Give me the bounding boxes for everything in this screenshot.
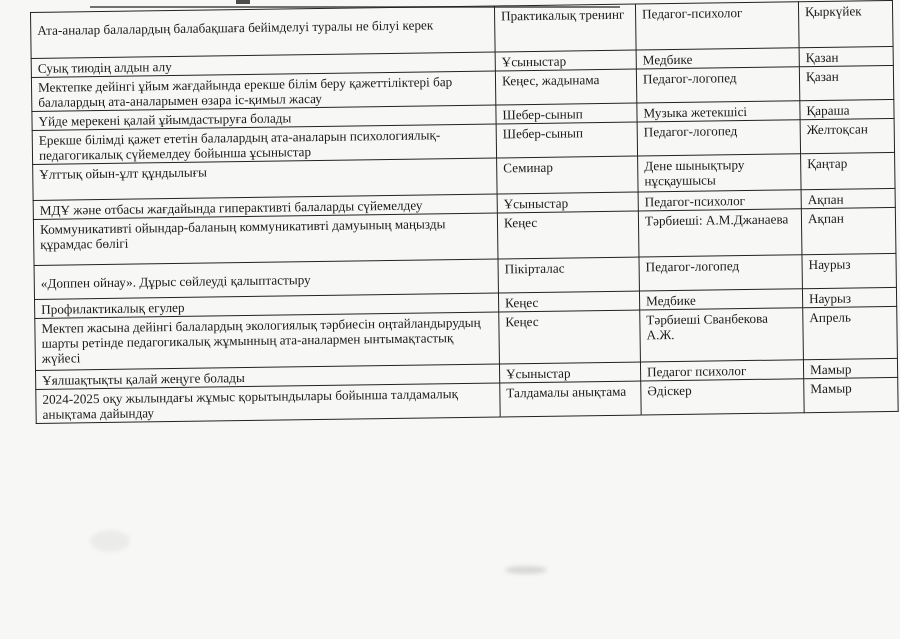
scan-smudge [90,530,130,552]
responsible-cell: Музыка жетекшісі [637,101,800,122]
form-cell: Пікірталас [498,257,639,293]
form-cell: Ұсыныстар [497,192,638,213]
month-cell: Наурыз [802,287,896,307]
month-cell: Қыркүйек [798,0,893,47]
topic-cell: Коммуникативті ойындар-баланың коммуникативті дамуының маңызды құрамдас бөлігі [33,213,498,265]
scan-smudge [505,566,547,574]
page-edge-mark [236,0,250,4]
month-cell: Қаңтар [801,152,895,189]
responsible-cell: Педагог-логопед [639,255,802,291]
topic-cell: Ұлттық ойын-ұлт құндылығы [33,158,497,200]
responsible-cell: Медбике [639,289,802,310]
month-cell: Мамыр [803,358,897,378]
month-cell: Қараша [800,99,894,119]
responsible-cell: Дене шынықтыру нұсқаушысы [638,154,801,192]
topic-cell: Мектепке дейінгі ұйым жағдайында ерекше білім беру қажеттіліктері бар балалардың ата-аналарымен өзара іс-қимыл жасау [31,71,495,111]
form-cell: Кеңес [499,310,641,364]
scanned-page [30,0,898,424]
topic-cell: 2024-2025 оқу жылындағы жұмыс қорытындылары бойынша талдамалық анықтама дайындау [36,383,500,423]
month-cell: Наурыз [802,253,896,288]
month-cell: Апрель [803,306,898,359]
month-cell: Қазан [799,65,893,100]
month-cell: Ақпан [801,207,896,254]
responsible-cell: Педагог-психолог [638,190,801,211]
topic-cell: МДҰ және отбасы жағдайында гиперактивті балаларды сүйемелдеу [33,194,497,219]
form-cell: Кеңес [497,211,639,259]
responsible-cell: Тәрбиеші: А.М.Джанаева [638,209,802,257]
responsible-cell: Тәрбиеші Сванбекова А.Ж. [640,308,804,362]
responsible-cell: Педагог психолог [640,360,803,381]
topic-cell: Суық тиюдің алдын алу [31,52,495,77]
form-cell: Ұсыныстар [499,362,640,383]
topic-cell: Профилактикалық егулер [35,293,499,318]
month-cell: Мамыр [804,377,898,412]
topic-cell: Ата-аналар балалардың балабақшаға бейімделуі туралы не білуі керек [31,6,496,58]
form-cell: Талдамалы анықтама [500,381,641,417]
topic-cell: Ұялшақтықты қалай жеңуге болады [36,364,500,389]
form-cell: Шебер-сынып [496,103,637,124]
responsible-cell: Педагог-психолог [635,2,799,50]
month-cell: Желтоқсан [800,118,894,153]
form-cell: Семинар [497,156,638,194]
form-cell: Кеңес [498,291,639,312]
form-cell: Кеңес, жадынама [495,69,636,105]
responsible-cell: Медбике [636,48,799,69]
month-cell: Қазан [799,46,893,66]
topic-cell: Ерекше білімді қажет ететін балалардың ата-аналарын психологиялық-педагогикалық сүйемелдеу бойынша ұсыныстар [32,124,496,164]
responsible-cell: Педагог-логопед [636,67,799,103]
responsible-cell: Әдіскер [641,379,804,415]
topic-cell: Мектеп жасына дейінгі балалардың экологиялық тәрбиесін оңтайландырудың шарты ретінде педагогикалық жұмынның ата-аналармен ынтымақтастық жүйесі [35,312,500,370]
form-cell: Практикалық тренинг [494,4,636,52]
topic-cell: Үйде мерекені қалай ұйымдастыруға болады [32,105,496,130]
month-cell: Ақпан [801,188,895,208]
parent-work-plan-table [30,0,899,424]
topic-cell: «Доппен ойнау». Дұрыс сөйлеуді қалыптастыру [34,259,498,299]
form-cell: Шебер-сынып [496,122,637,158]
responsible-cell: Педагог-логопед [637,120,800,156]
form-cell: Ұсыныстар [495,50,636,71]
